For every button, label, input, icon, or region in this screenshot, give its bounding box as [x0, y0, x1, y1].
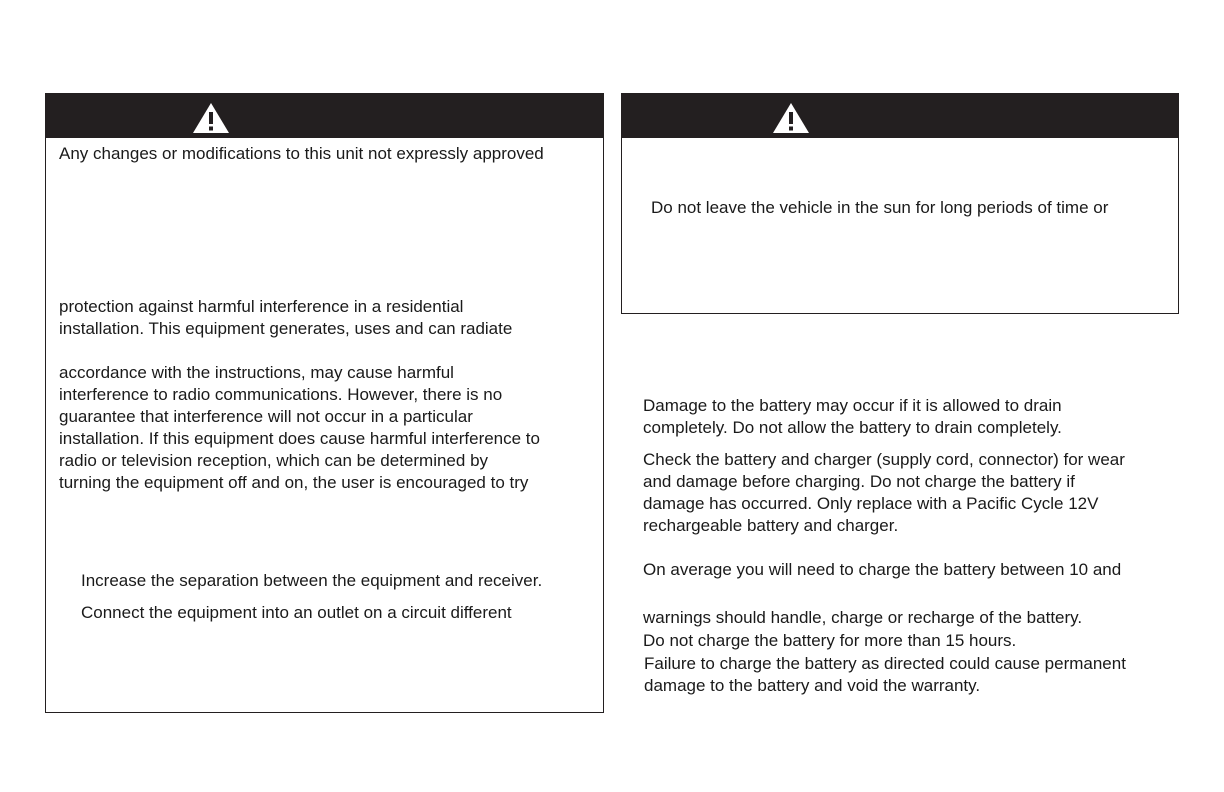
fcc-measure-item: Connect the equipment into an outlet on a circuit different: [81, 603, 512, 622]
fcc-measure-item: Increase the separation between the equipment and receiver.: [81, 571, 543, 590]
fcc-para2-line: radio or television reception, which can be determined by: [59, 451, 489, 470]
battery-drain-line: completely. Do not allow the battery to drain completely.: [643, 418, 1062, 437]
battery-inspect-line: Check the battery and charger (supply cord, connector) for wear: [643, 450, 1125, 469]
battery-failure-line: Failure to charge the battery as directed could cause permanent: [644, 654, 1126, 673]
battery-drain-line: Damage to the battery may occur if it is allowed to drain: [643, 396, 1062, 415]
fcc-para2-line: guarantee that interference will not occur in a particular: [59, 407, 473, 426]
battery-failure-line: damage to the battery and void the warranty.: [644, 676, 981, 695]
warning-header-bar: [622, 94, 1178, 138]
battery-average-text: On average you will need to charge the battery between 10 and: [643, 560, 1122, 579]
fcc-para2-line: installation. If this equipment does cause harmful interference to: [59, 429, 540, 448]
fcc-para2-line: turning the equipment off and on, the user is encouraged to try: [59, 473, 529, 492]
fcc-para1-line: protection against harmful interference in a residential: [59, 297, 464, 316]
warning-triangle-icon: [192, 102, 230, 134]
battery-inspect-line: damage has occurred. Only replace with a Pacific Cycle 12V: [643, 494, 1099, 513]
sun-warning-text: Do not leave the vehicle in the sun for long periods of time or: [651, 198, 1109, 217]
fcc-para2-line: interference to radio communications. However, there is no: [59, 385, 503, 404]
battery-inspect-line: rechargeable battery and charger.: [643, 516, 899, 535]
fcc-para2-line: accordance with the instructions, may cause harmful: [59, 363, 454, 382]
battery-max-hours-text: Do not charge the battery for more than 15 hours.: [643, 631, 1017, 650]
fcc-para1-line: installation. This equipment generates, uses and can radiate: [59, 319, 513, 338]
battery-handling-text: warnings should handle, charge or recharge of the battery.: [643, 608, 1083, 627]
battery-inspect-line: and damage before charging. Do not charge the battery if: [643, 472, 1075, 491]
warning-header-bar: [46, 94, 603, 138]
fcc-intro-text: Any changes or modifications to this unit not expressly approved: [59, 144, 544, 163]
warning-triangle-icon: [772, 102, 810, 134]
